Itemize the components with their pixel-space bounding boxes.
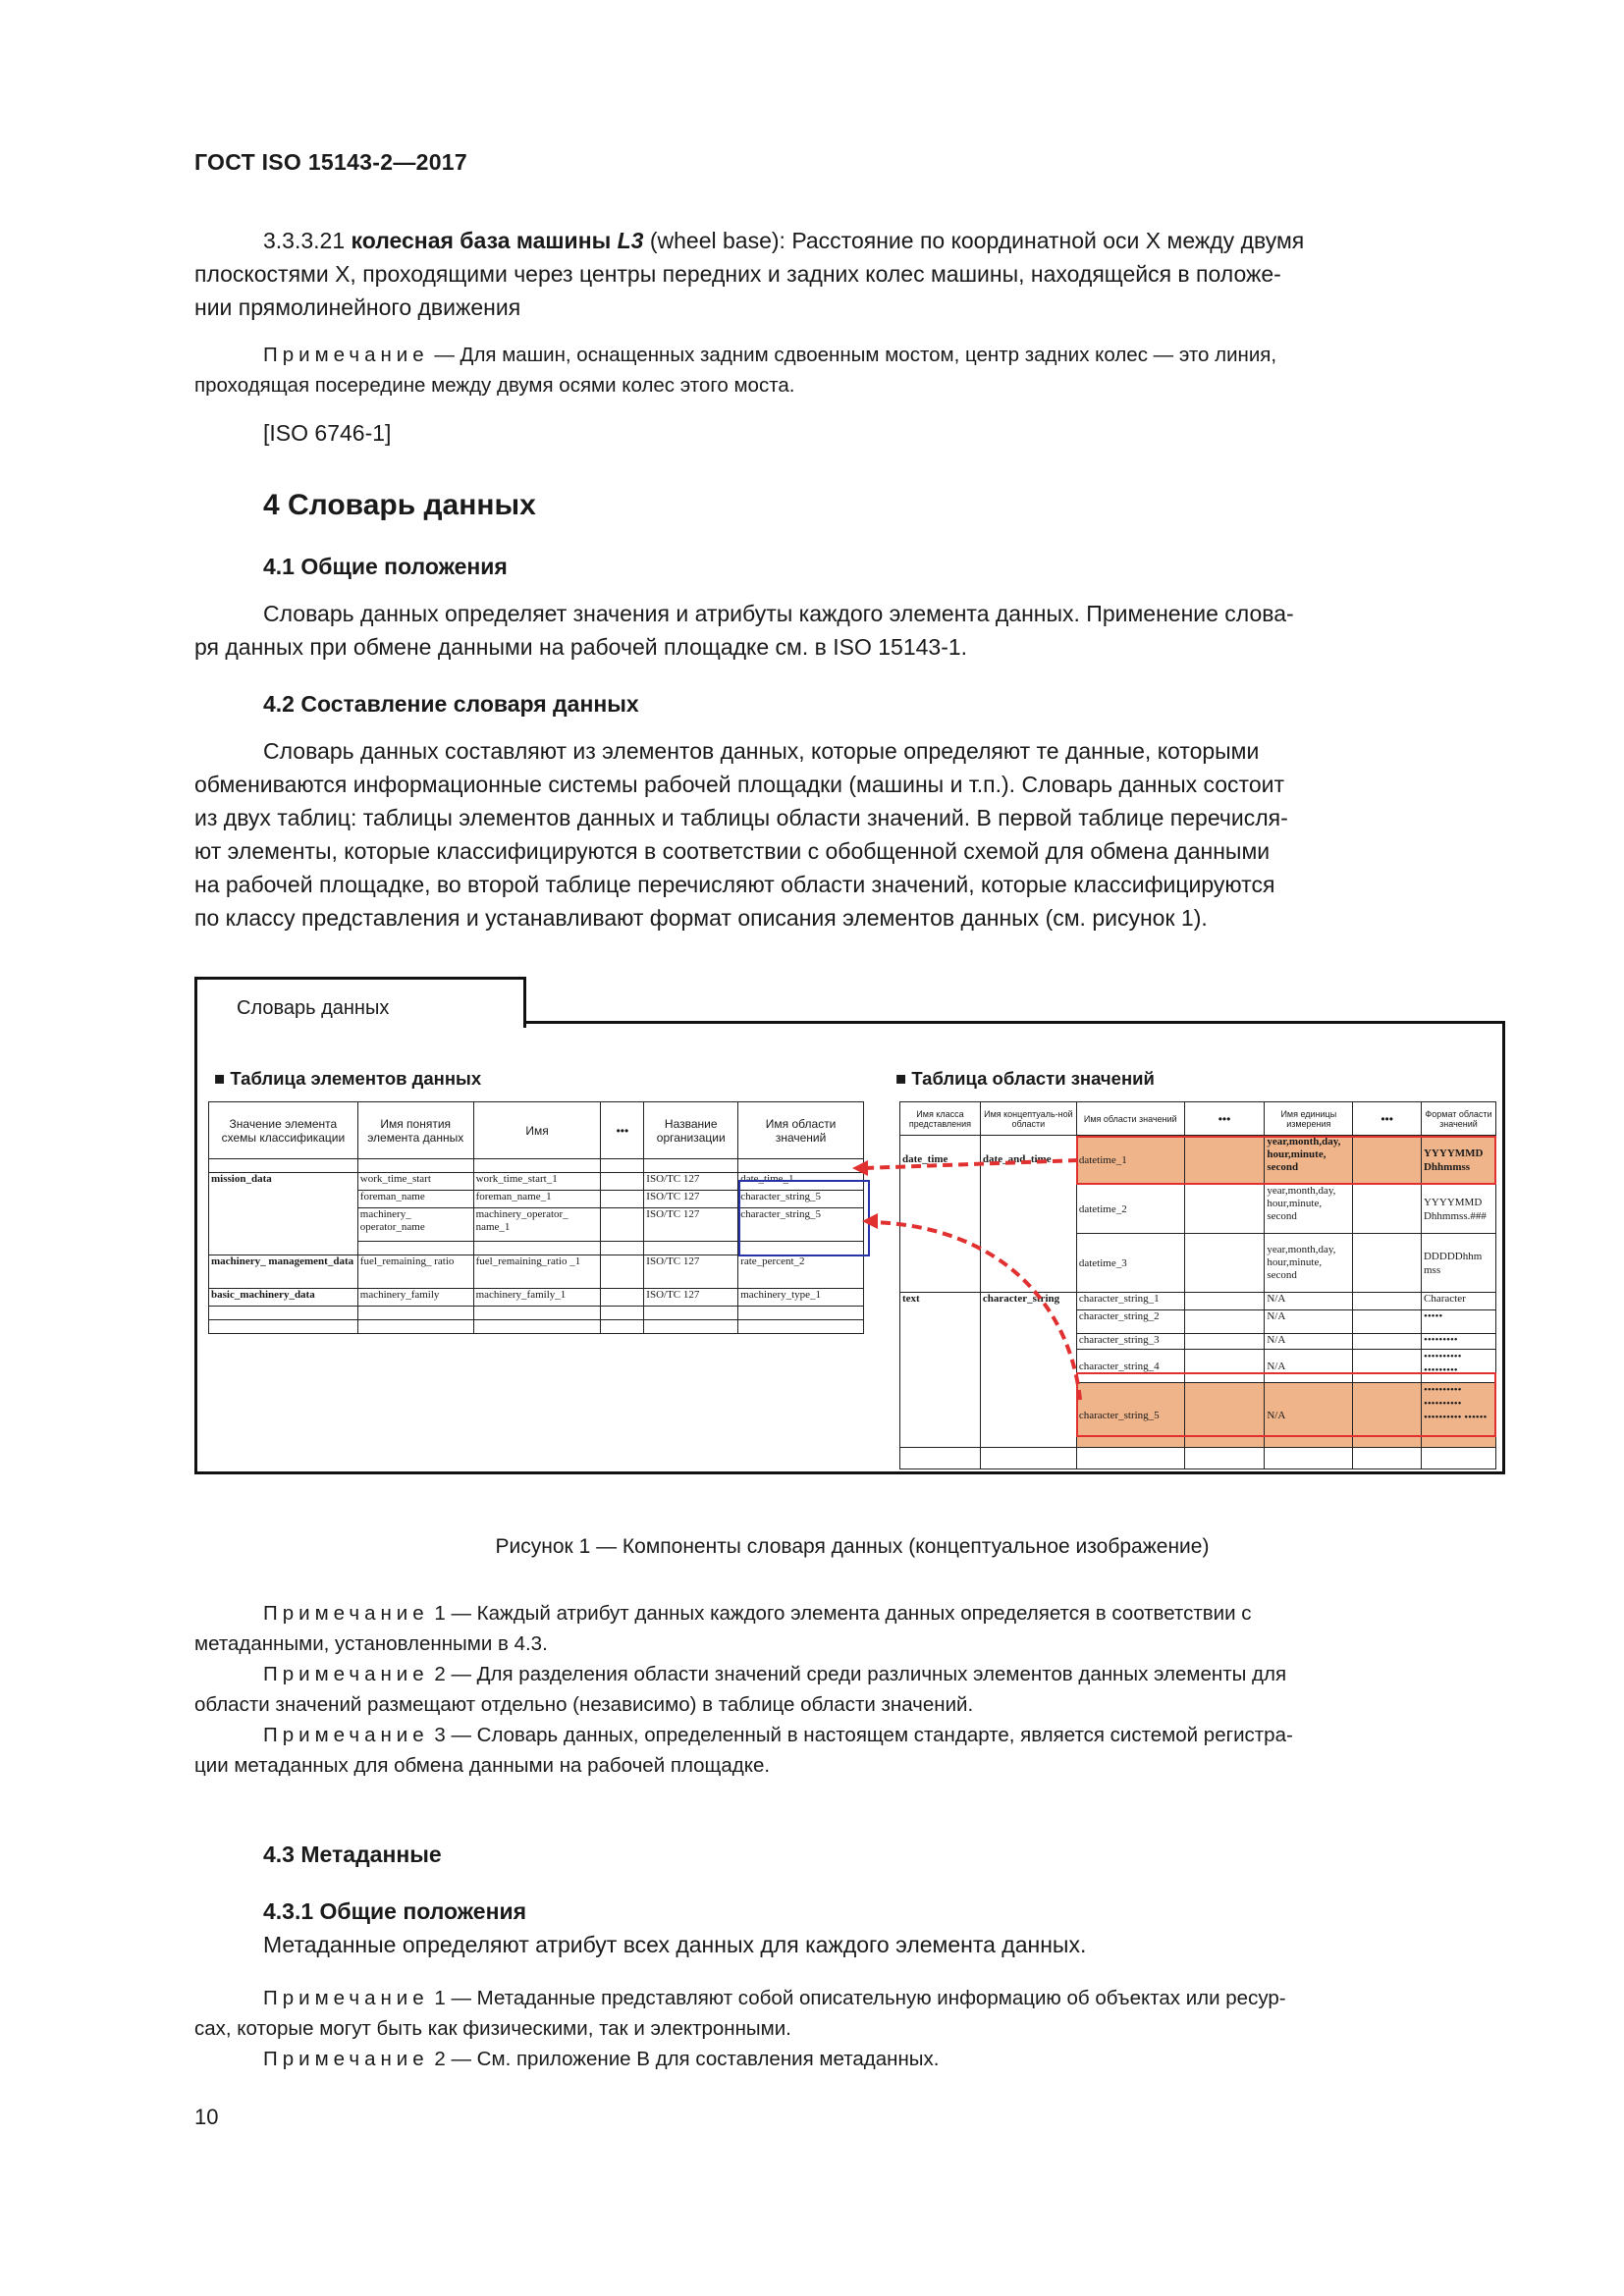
col-header: Название организации	[644, 1102, 738, 1159]
cell: machinery_operator_ name_1	[473, 1208, 601, 1242]
cell: year,month,day, hour,minute, second	[1265, 1234, 1353, 1293]
s41-line-2: ря данных при обмене данными на рабочей площадке см. в ISO 15143-1.	[194, 634, 968, 660]
cell: datetime_1	[1076, 1136, 1184, 1185]
cell: N/A	[1265, 1310, 1353, 1334]
reference-text: [ISO 6746-1]	[263, 420, 392, 446]
s42-line-6: по классу представления и устанавливают формат описания элементов данных (см. рисунок 1).	[194, 905, 1208, 931]
col-header: Имя области значений	[738, 1102, 864, 1159]
cell: •••••••••	[1421, 1334, 1495, 1350]
cell: date_time_1	[738, 1173, 864, 1191]
note-text: ции метаданных для обмена данными на рабочей площадке.	[194, 1754, 771, 1777]
cell: work_time_start_1	[473, 1173, 601, 1191]
section-4-2-title: 4.2 Составление словаря данных	[263, 691, 639, 717]
col-header: •••	[601, 1102, 644, 1159]
cell: YYYYMMD Dhhmmss	[1421, 1136, 1495, 1185]
definition-term: колесная база машины	[351, 228, 612, 253]
note-number: 1	[434, 1602, 446, 1625]
definition-number: 3.3.3.21	[263, 228, 346, 253]
s42-line-2: обмениваются информационные системы рабочей площадки (машины и т.п.). Словарь данных состоит	[194, 772, 1284, 797]
cell: character_string_2	[1076, 1310, 1184, 1334]
s41-line-1: Словарь данных определяет значения и атрибуты каждого элемента данных. Применение слова-	[263, 601, 1294, 626]
cell: basic_machinery_data	[209, 1289, 358, 1307]
section-4-3-1-text	[194, 1928, 1510, 1961]
cell: N/A	[1265, 1334, 1353, 1350]
cell: ISO/TC 127	[644, 1208, 738, 1242]
cell: character_string_5	[738, 1191, 864, 1208]
data-elements-table-title: ■ Таблица элементов данных	[214, 1068, 482, 1089]
cell: fuel_remaining_ ratio	[357, 1255, 473, 1289]
cell: •••••••••• •••••••••	[1421, 1350, 1495, 1383]
note-text: области значений размещают отдельно (независимо) в таблице области значений.	[194, 1693, 974, 1716]
cell: Character	[1421, 1293, 1495, 1310]
col-header: •••	[1353, 1102, 1422, 1136]
cell: character_string_4	[1076, 1350, 1184, 1383]
note-number: 1	[434, 1987, 446, 2009]
col-header: Имя класса представления	[900, 1102, 981, 1136]
note-label: Примечание	[263, 1987, 429, 2009]
figure-caption: Рисунок 1 — Компоненты словаря данных (концептуальное изображение)	[495, 1535, 1210, 1558]
section-4-3-1-title: 4.3.1 Общие положения	[263, 1898, 527, 1924]
cell: date_time	[900, 1136, 981, 1293]
col-header: Имя единицы измерения	[1265, 1102, 1353, 1136]
note-label: Примечание	[263, 1724, 429, 1746]
col-header: Имя концептуаль-ной области	[980, 1102, 1076, 1136]
section-4-3-title: 4.3 Метаданные	[263, 1842, 442, 1867]
cell: •••••••••• •••••••••• •••••••••• ••••••	[1421, 1383, 1495, 1448]
note-text: — Метаданные представляют собой описательную информацию об объектах или ресур-	[451, 1987, 1286, 2009]
cell: character_string_5	[1076, 1383, 1184, 1448]
col-header: •••	[1184, 1102, 1265, 1136]
cell: ISO/TC 127	[644, 1255, 738, 1289]
cell: •••••	[1421, 1310, 1495, 1334]
value-domain-table-title: ■ Таблица области значений	[895, 1068, 1155, 1089]
cell: N/A	[1265, 1383, 1353, 1448]
note-text-2: проходящая посередине между двумя осями колес этого моста.	[194, 374, 795, 397]
cell: foreman_name_1	[473, 1191, 601, 1208]
cell: mission_data	[209, 1173, 358, 1255]
note-text: — Словарь данных, определенный в настоящем стандарте, является системой регистра-	[451, 1724, 1293, 1746]
col-header: Имя области значений	[1076, 1102, 1184, 1136]
col-header: Имя понятия элемента данных	[357, 1102, 473, 1159]
note-number: 2	[434, 1663, 446, 1685]
note-label: Примечание	[263, 344, 429, 366]
cell: rate_percent_2	[738, 1255, 864, 1289]
s42-line-3: из двух таблиц: таблицы элементов данных и таблицы области значений. В первой таблице перечисля-	[194, 805, 1288, 830]
note-label: Примечание	[263, 1602, 429, 1625]
cell: YYYYMMD Dhhmmss.###	[1421, 1185, 1495, 1234]
cell: machinery_ management_data	[209, 1255, 358, 1289]
definition-text-3: нии прямолинейного движения	[194, 294, 521, 320]
page-number: 10	[194, 2105, 219, 2129]
document-header: ГОСТ ISO 15143-2—2017	[194, 149, 467, 175]
cell: N/A	[1265, 1350, 1353, 1383]
note-text: метаданными, установленными в 4.3.	[194, 1632, 548, 1655]
note-number: 2	[434, 2048, 446, 2070]
cell: machinery_family	[357, 1289, 473, 1307]
note-number: 3	[434, 1724, 446, 1746]
cell: text	[900, 1293, 981, 1448]
cell: character_string_1	[1076, 1293, 1184, 1310]
note-label: Примечание	[263, 1663, 429, 1685]
note-text: сах, которые могут быть как физическими, так и электронными.	[194, 2017, 791, 2040]
definition-text-2: плоскостями X, проходящими через центры передних и задних колес машины, находящейся в положе-	[194, 261, 1281, 287]
figure-tab-text: Словарь данных	[237, 997, 390, 1019]
cell: N/A	[1265, 1293, 1353, 1310]
s42-line-4: ют элементы, которые классифицируются в соответствии с обобщенной схемой для обмена данными	[194, 838, 1271, 864]
cell: ISO/TC 127	[644, 1289, 738, 1307]
cell: DDDDDhhm mss	[1421, 1234, 1495, 1293]
arrowhead-icon	[852, 1160, 868, 1176]
col-header: Имя	[473, 1102, 601, 1159]
cell: datetime_3	[1076, 1234, 1184, 1293]
cell: datetime_2	[1076, 1185, 1184, 1234]
cell: character_string_3	[1076, 1334, 1184, 1350]
cell: work_time_start	[357, 1173, 473, 1191]
cell: ISO/TC 127	[644, 1191, 738, 1208]
note-text: — Для разделения области значений среди различных элементов данных элементы для	[451, 1663, 1287, 1685]
col-header: Формат области значений	[1421, 1102, 1495, 1136]
note-text: — См. приложение В для составления метаданных.	[451, 2048, 940, 2070]
s42-line-5: на рабочей площадке, во второй таблице перечисляют области значений, которые классифицируются	[194, 872, 1275, 897]
cell: machinery_ operator_name	[357, 1208, 473, 1242]
cell: machinery_family_1	[473, 1289, 601, 1307]
arrowhead-icon	[862, 1213, 878, 1229]
section-4-1-title: 4.1 Общие положения	[263, 554, 508, 579]
cell: machinery_type_1	[738, 1289, 864, 1307]
cell: foreman_name	[357, 1191, 473, 1208]
note-text-1: — Для машин, оснащенных задним сдвоенным мостом, центр задних колес — это линия,	[434, 344, 1277, 366]
definition-text-1: (wheel base): Расстояние по координатной оси X между двумя	[649, 228, 1305, 253]
definition-symbol: L3	[617, 228, 644, 253]
s431-text: Метаданные определяют атрибут всех данных для каждого элемента данных.	[263, 1932, 1087, 1957]
cell: character_string	[980, 1293, 1076, 1448]
cell: character_string_5	[738, 1208, 864, 1242]
cell: year,month,day, hour,minute, second	[1265, 1136, 1353, 1185]
col-header: Значение элемента схемы классификации	[209, 1102, 358, 1159]
cell: date_and_time	[980, 1136, 1076, 1293]
cell: fuel_remaining_ratio _1	[473, 1255, 601, 1289]
section-4-title: 4 Словарь данных	[263, 489, 536, 521]
cell: ISO/TC 127	[644, 1173, 738, 1191]
note-label: Примечание	[263, 2048, 429, 2070]
s42-line-1: Словарь данных составляют из элементов данных, которые определяют те данные, которыми	[263, 738, 1260, 764]
cell: year,month,day, hour,minute, second	[1265, 1185, 1353, 1234]
metadata-notes	[194, 1983, 1510, 2074]
note-text: — Каждый атрибут данных каждого элемента данных определяется в соответствии с	[451, 1602, 1252, 1625]
figure-notes	[194, 1598, 1510, 1781]
